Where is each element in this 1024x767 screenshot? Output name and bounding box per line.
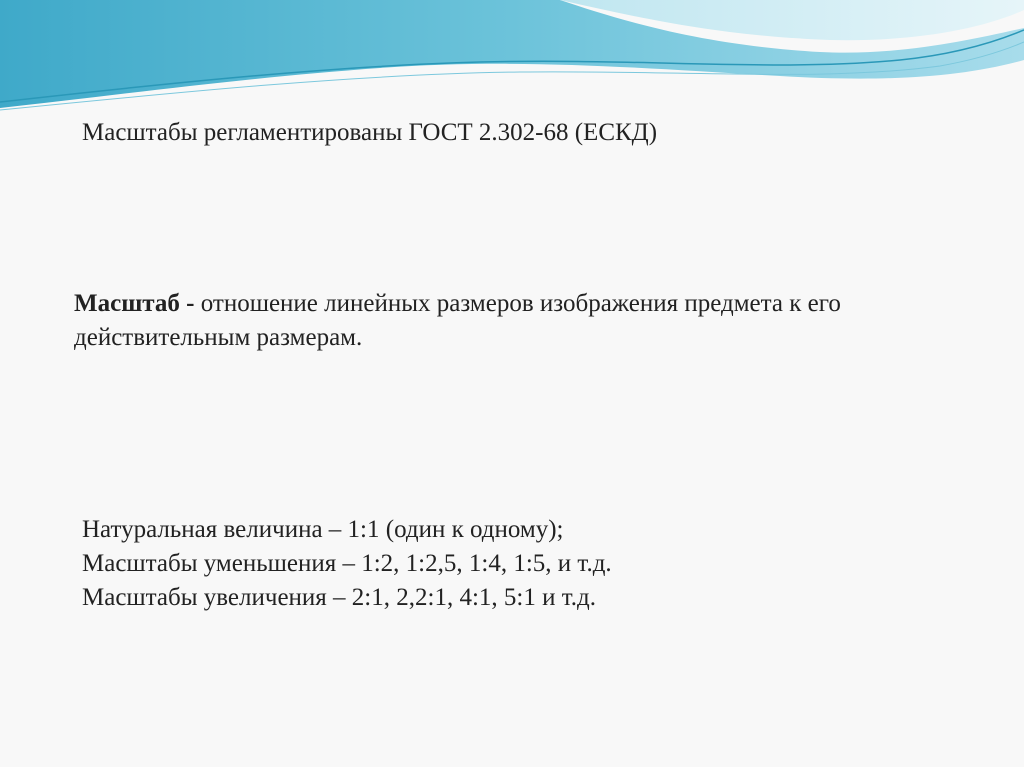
decorative-wave-header [0, 0, 1024, 120]
scales-list [82, 513, 612, 615]
gost-reference-text: Масштабы регламентированы ГОСТ 2.302-68 (ЕСКД) [82, 119, 658, 146]
scale-item-enlargement: Масштабы увеличения – 2:1, 2,2:1, 4:1, 5:1 и т.д. [82, 584, 596, 611]
definition-text: отношение линейных размеров изображения предмета к его действительным размерам. [74, 290, 841, 351]
scale-item-natural: Натуральная величина – 1:1 (один к одному); [82, 516, 564, 543]
scale-item-reduction: Масштабы уменьшения – 1:2, 1:2,5, 1:4, 1:5, и т.д. [82, 550, 612, 577]
definition-term: Масштаб - [74, 290, 195, 317]
scale-definition [74, 287, 954, 355]
